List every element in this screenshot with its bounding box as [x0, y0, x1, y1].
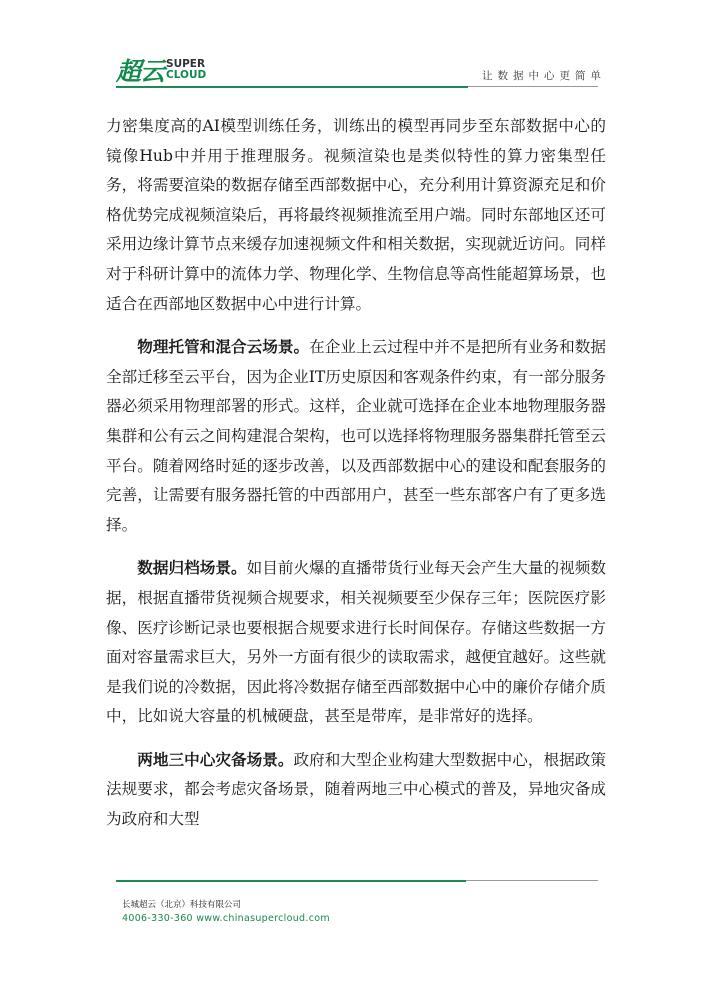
- logo-chinese-text: 超云: [116, 57, 165, 86]
- header-divider-green: [116, 86, 468, 88]
- paragraph-heading: 两地三中心灾备场景。: [137, 750, 294, 769]
- paragraph-text: 如目前火爆的直播带货行业每天会产生大量的视频数据，根据直播带货视频合规要求，相关视频要至少保存三年；医院医疗影像、医疗诊断记录也要根据合规要求进行长时间保存。存储这些数据一方面对容量需求巨大，另外一方面有很少的读取需求，越便宜越好。这些就是我们说的冷数据，因此将冷数据存储至西部数据中心中的廉价存储介质中，比如说大容量的机械硬盘，甚至是带库，是非常好的选择。: [106, 559, 606, 726]
- paragraph-hosting-hybrid: [106, 333, 606, 540]
- company-logo: [116, 52, 206, 88]
- paragraph-disaster-recovery: [106, 746, 606, 835]
- footer-company-name: 长城超云（北京）科技有限公司: [122, 900, 242, 910]
- header-slogan: 让数据中心更简单: [482, 70, 606, 82]
- logo-en-line2: CLOUD: [166, 69, 207, 81]
- logo-english-text: [166, 59, 206, 81]
- paragraph-text: 政府和大型企业构建大型数据中心，根据政策法规要求，都会考虑灾备场景，随着两地三中心模式的普及，异地灾备成为政府和大型: [106, 750, 606, 829]
- paragraph-continued: [106, 112, 606, 319]
- paragraph-heading: 物理托管和混合云场景。: [137, 338, 310, 357]
- footer-contact: 4006-330-360 www.chinasupercloud.com: [122, 913, 330, 924]
- paragraph-text: 力密集度高的AI模型训练任务，训练出的模型再同步至东部数据中心的镜像Hub中并用于推理服务。视频渲染也是类似特性的算力密集型任务，将需要渲染的数据存储至西部数据中心，充分利用计算资源充足和价格优势完成视频渲染后，再将最终视频推流至用户端。同时东部地区还可采用边缘计算节点来缓存加速视频文件和相关数据，实现就近访问。同样对于科研计算中的流体力学、物理化学、生物信息等高性能超算场景，也适合在西部地区数据中心中进行计算。: [106, 117, 606, 313]
- header-divider-gray: [468, 86, 598, 87]
- paragraph-archive: [106, 554, 606, 732]
- paragraph-text: 在企业上云过程中并不是把所有业务和数据全部迁移至云平台，因为企业IT历史原因和客观条件约束，有一部分服务器必须采用物理部署的形式。这样，企业就可选择在企业本地物理服务器集群和公有云之间构建混合架构，也可以选择将物理服务器集群托管至云平台。随着网络时延的逐步改善，以及西部数据中心的建设和配套服务的完善，让需要有服务器托管的中西部用户，甚至一些东部客户有了更多选择。: [106, 338, 606, 534]
- document-body: [106, 112, 606, 849]
- logo-en-line1: SUPER: [166, 58, 206, 70]
- footer-divider-green: [116, 880, 466, 882]
- paragraph-heading: 数据归档场景。: [137, 559, 247, 578]
- footer-divider-gray: [466, 880, 598, 881]
- page-header: [0, 0, 710, 100]
